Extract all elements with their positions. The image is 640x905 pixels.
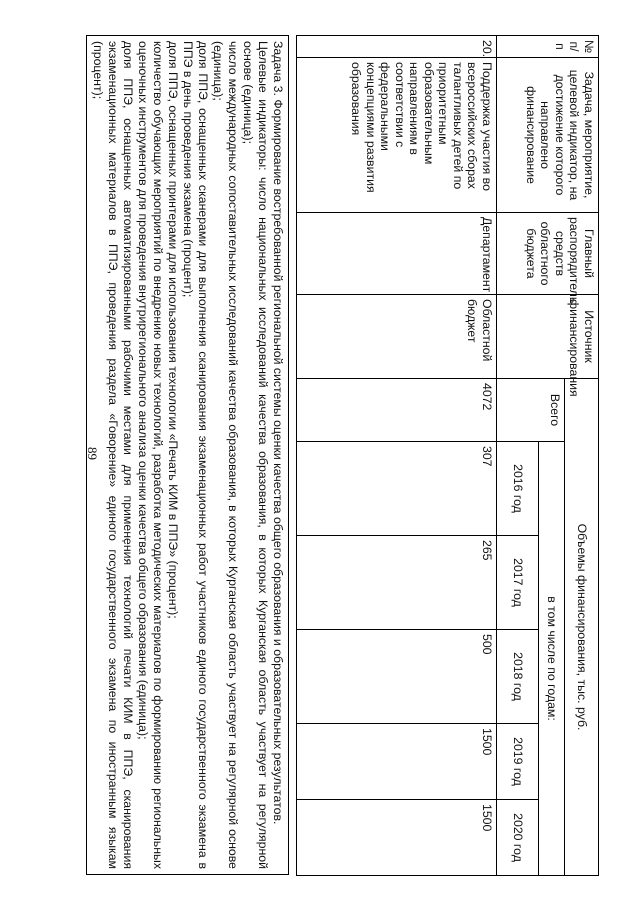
page-number: 89 — [85, 447, 100, 460]
task3-line: количество обучающих мероприятий по внедрению новых технологий, разработка методических материалов по формированию региональных оценочных инструментов для проведения внутрирегионального анализа оценки качества общего образования (единица); — [136, 41, 165, 869]
table-row — [297, 36, 497, 876]
task3-line: число международных сопоставительных исследований качества образования, в которых Курганская область участвует на регулярной основе (единица); — [211, 41, 240, 869]
header-year: 2016 год — [497, 442, 539, 536]
header-volumes: Объемы финансирования, тыс. руб. — [565, 379, 599, 876]
task3-line: доля ППЭ, оснащенных принтерами для использования технологии «Печать КИМ в ППЭ» (процент); — [166, 41, 180, 619]
cell-year: 1500 — [297, 724, 497, 800]
header-by-years: в том числе по годам: — [539, 442, 565, 876]
cell-year: 1500 — [297, 800, 497, 876]
header-year: 2019 год — [497, 724, 539, 800]
header-source: Источник финансирования — [497, 295, 599, 379]
task3-line: Целевые индикаторы: число национальных исследований качества образования, в которых Курганская область участвует на регулярной основе (единица); — [241, 41, 270, 869]
task3-line: доля ППЭ, оснащенных сканерами для выполнения сканирования экзаменационных работ участников единого государственного экзамена в ППЭ в день проведения экзамена (процент); — [181, 41, 210, 869]
cell-num: 20. — [297, 36, 497, 58]
landscape-page — [32, 35, 607, 875]
header-task: Задача, мероприятие, целевой индикатор, на достижение которого направлено финансирование — [497, 58, 599, 213]
header-total: Всего — [497, 379, 565, 442]
cell-year: 265 — [297, 536, 497, 630]
cell-year: 500 — [297, 630, 497, 724]
cell-task: Поддержка участия во всероссийских сборах талантливых детей по приоритетным образовательным направлениям в соответствии с федеральными концепциями развития образования — [297, 58, 497, 213]
header-num: № п/п — [497, 36, 599, 58]
header-manager: Главный распорядитель средств областного бюджета — [497, 213, 599, 295]
cell-manager: Департамент — [297, 213, 497, 295]
cell-total: 4072 — [297, 379, 497, 442]
financing-table — [296, 35, 599, 876]
header-year: 2018 год — [497, 630, 539, 724]
task3-section — [86, 35, 289, 875]
task3-title: Задача 3. Формирование востребованной региональной системы оценки качества общего образования и образовательных результатов. — [271, 41, 285, 825]
header-year: 2017 год — [497, 536, 539, 630]
header-year: 2020 год — [497, 800, 539, 876]
cell-year: 307 — [297, 442, 497, 536]
cell-source: Областной бюджет — [297, 295, 497, 379]
task3-line: доля ППЭ, оснащенных автоматизированными рабочими местами для применения технологий печати КИМ в ППЭ, сканирования экзаменационных материалов в ППЭ, проведения раздела «Говорение» единого государственного экзамена по иностранным языкам (процент); — [91, 41, 135, 869]
